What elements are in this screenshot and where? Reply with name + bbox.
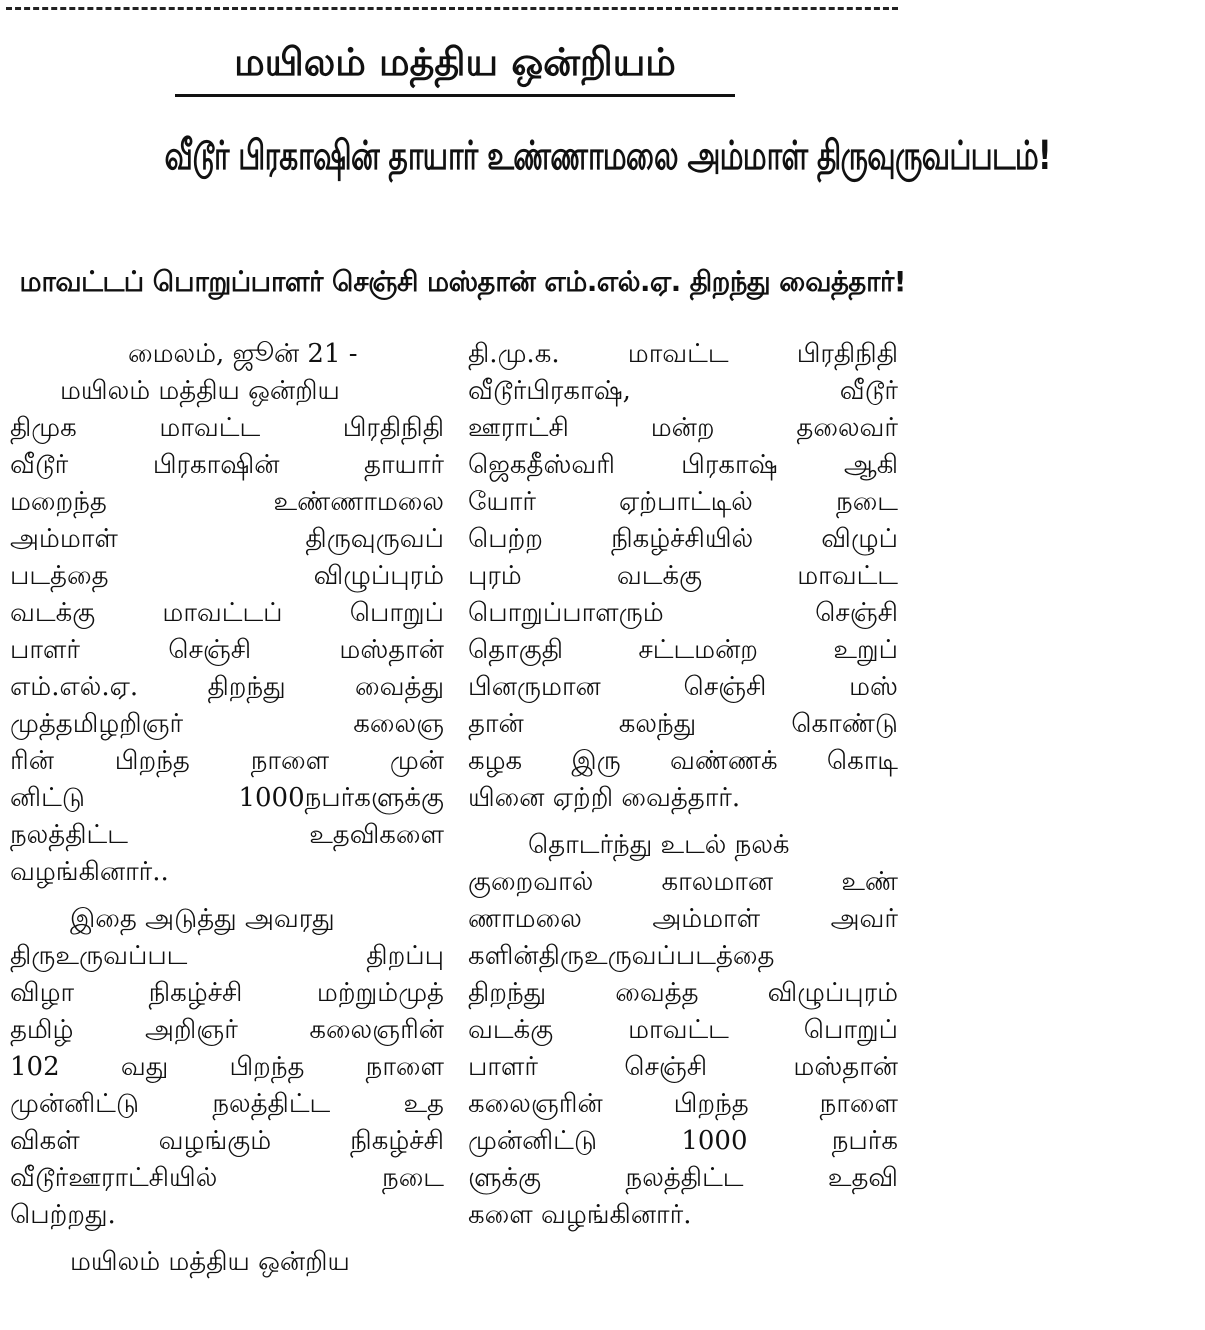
article-line: மயிலம் மத்திய ஒன்றிய: [70, 1247, 350, 1277]
article-line: நலத்திட்ட உதவிகளை: [10, 820, 444, 850]
article-line: புரம் வடக்கு மாவட்ட: [468, 561, 898, 591]
article-line: வழங்கினார்..: [10, 857, 169, 887]
article-line: னிட்டு 1000நபர்களுக்கு: [10, 783, 444, 813]
article-line: திறந்து வைத்த விழுப்புரம்: [468, 978, 898, 1008]
dashed-top-border: [6, 7, 898, 10]
section-title: மயிலம் மத்திய ஒன்றியம்: [175, 36, 735, 97]
article-line: வீடூர்ஊராட்சியில் நடை: [10, 1163, 444, 1193]
article-line: திமுக மாவட்ட பிரதிநிதி: [10, 413, 444, 443]
article-line: வடக்கு மாவட்ட பொறுப்: [468, 1015, 898, 1045]
dateline: மைலம், ஜூன் 21 -: [128, 339, 358, 369]
article-line: வீடூர்பிரகாஷ், வீடூர்: [468, 376, 898, 406]
article-line: களை வழங்கினார்.: [468, 1200, 692, 1230]
article-line: மறைந்த உண்ணாமலை: [10, 487, 444, 517]
subheadline: மாவட்டப் பொறுப்பாளர் செஞ்சி மஸ்தான் எம்.எல்.ஏ. திறந்து வைத்தார்!: [19, 265, 906, 298]
article-line: முத்தமிழறிஞர் கலைஞ: [10, 709, 444, 739]
headline: வீடூர் பிரகாஷின் தாயார் உண்ணாமலை அம்மாள் திருவுருவப்படம்!: [164, 133, 1051, 179]
article-line: 102 வது பிறந்த நாளை: [10, 1052, 444, 1082]
article-line: குறைவால் காலமான உண்: [468, 867, 898, 897]
article-line: ஊராட்சி மன்ற தலைவர்: [468, 413, 898, 443]
article-line: படத்தை விழுப்புரம்: [10, 561, 444, 591]
article-line: தமிழ் அறிஞர் கலைஞரின்: [10, 1015, 444, 1045]
article-line: ரின் பிறந்த நாளை முன்: [10, 746, 444, 776]
article-line: அம்மாள் திருவுருவப்: [10, 524, 444, 554]
article-line: விழா நிகழ்ச்சி மற்றும்முத்: [10, 978, 444, 1008]
article-line: யினை ஏற்றி வைத்தார்.: [468, 783, 741, 813]
article-line: திருஉருவப்பட திறப்பு: [10, 941, 444, 971]
article-line: தி.மு.க. மாவட்ட பிரதிநிதி: [468, 339, 898, 369]
article-line: தொகுதி சட்டமன்ற உறுப்: [468, 635, 898, 665]
article-line: தான் கலந்து கொண்டு: [468, 709, 898, 739]
article-line: மயிலம் மத்திய ஒன்றிய: [60, 376, 340, 406]
article-right-column: [468, 336, 898, 1234]
article-line: வடக்கு மாவட்டப் பொறுப்: [10, 598, 444, 628]
article-line: தொடர்ந்து உடல் நலக்: [528, 830, 790, 860]
article-line: பாளர் செஞ்சி மஸ்தான்: [10, 635, 444, 665]
article-line: விகள் வழங்கும் நிகழ்ச்சி: [10, 1126, 444, 1156]
article-line: ளுக்கு நலத்திட்ட உதவி: [468, 1163, 898, 1193]
article-line: கழக இரு வண்ணக் கொடி: [468, 746, 898, 776]
article-line: யோர் ஏற்பாட்டில் நடை: [468, 487, 898, 517]
article-line: பெற்றது.: [10, 1200, 116, 1230]
article-line: களின்திருஉருவப்படத்தை: [468, 941, 775, 971]
article-line: வீடூர் பிரகாஷின் தாயார்: [10, 450, 444, 480]
article-line: பொறுப்பாளரும் செஞ்சி: [468, 598, 898, 628]
article-line: கலைஞரின் பிறந்த நாளை: [468, 1089, 898, 1119]
article-line: முன்னிட்டு நலத்திட்ட உத: [10, 1089, 444, 1119]
article-left-column: [10, 336, 444, 1281]
article-line: பினருமான செஞ்சி மஸ்: [468, 672, 898, 702]
article-line: பாளர் செஞ்சி மஸ்தான்: [468, 1052, 898, 1082]
article-line: முன்னிட்டு 1000 நபர்க: [468, 1126, 898, 1156]
article-line: ஜெகதீஸ்வரி பிரகாஷ் ஆகி: [468, 450, 898, 480]
article-line: எம்.எல்.ஏ. திறந்து வைத்து: [10, 672, 444, 702]
article-line: இதை அடுத்து அவரது: [70, 904, 335, 934]
article-line: பெற்ற நிகழ்ச்சியில் விழுப்: [468, 524, 898, 554]
article-line: ணாமலை அம்மாள் அவர்: [468, 904, 898, 934]
